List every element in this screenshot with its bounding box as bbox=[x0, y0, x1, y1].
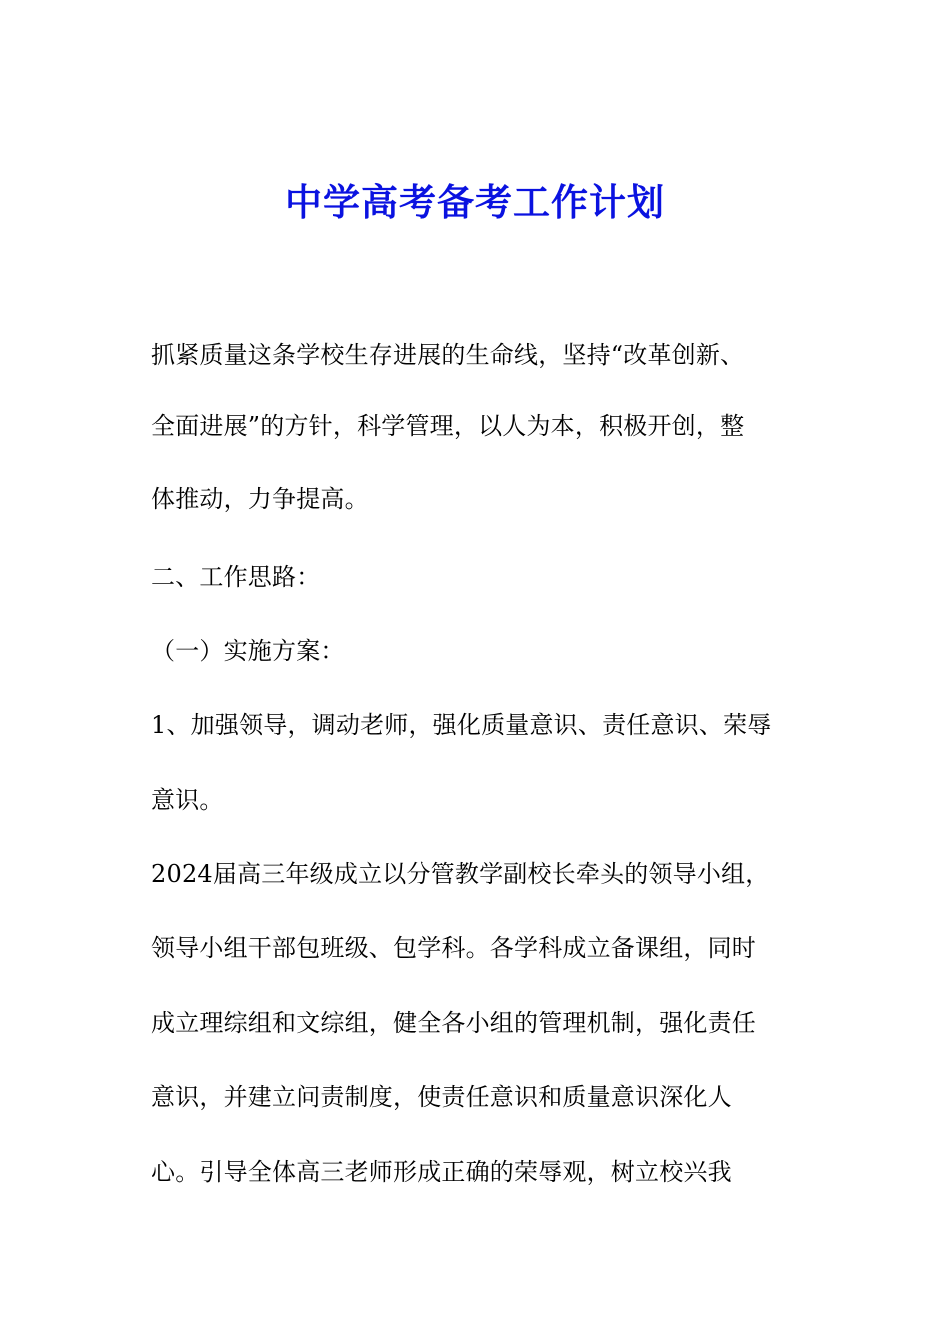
paragraph-line: 成立理综组和文综组，健全各小组的管理机制，强化责任 bbox=[151, 1009, 756, 1037]
document-title: 中学高考备考工作计划 bbox=[285, 180, 665, 224]
paragraph-line: 抓紧质量这条学校生存进展的生命线，坚持“改革创新、 bbox=[151, 341, 745, 369]
paragraph-line: 2024届高三年级成立以分管教学副校长牵头的领导小组， bbox=[151, 860, 770, 888]
paragraph-line: 体推动，力争提高。 bbox=[151, 485, 369, 513]
subsection-heading: （一）实施方案： bbox=[151, 637, 345, 665]
paragraph-line: 全面进展”的方针，科学管理，以人为本，积极开创，整 bbox=[151, 412, 745, 440]
paragraph-line: 意识，并建立问责制度，使责任意识和质量意识深化人 bbox=[151, 1083, 732, 1111]
paragraph-line: 领导小组干部包班级、包学科。各学科成立备课组，同时 bbox=[151, 934, 756, 962]
paragraph-line: 1、加强领导，调动老师，强化质量意识、责任意识、荣辱 bbox=[151, 711, 772, 739]
paragraph-line: 意识。 bbox=[151, 786, 224, 814]
section-heading: 二、工作思路： bbox=[151, 563, 321, 591]
paragraph-line: 心。引导全体高三老师形成正确的荣辱观，树立校兴我 bbox=[151, 1158, 732, 1186]
